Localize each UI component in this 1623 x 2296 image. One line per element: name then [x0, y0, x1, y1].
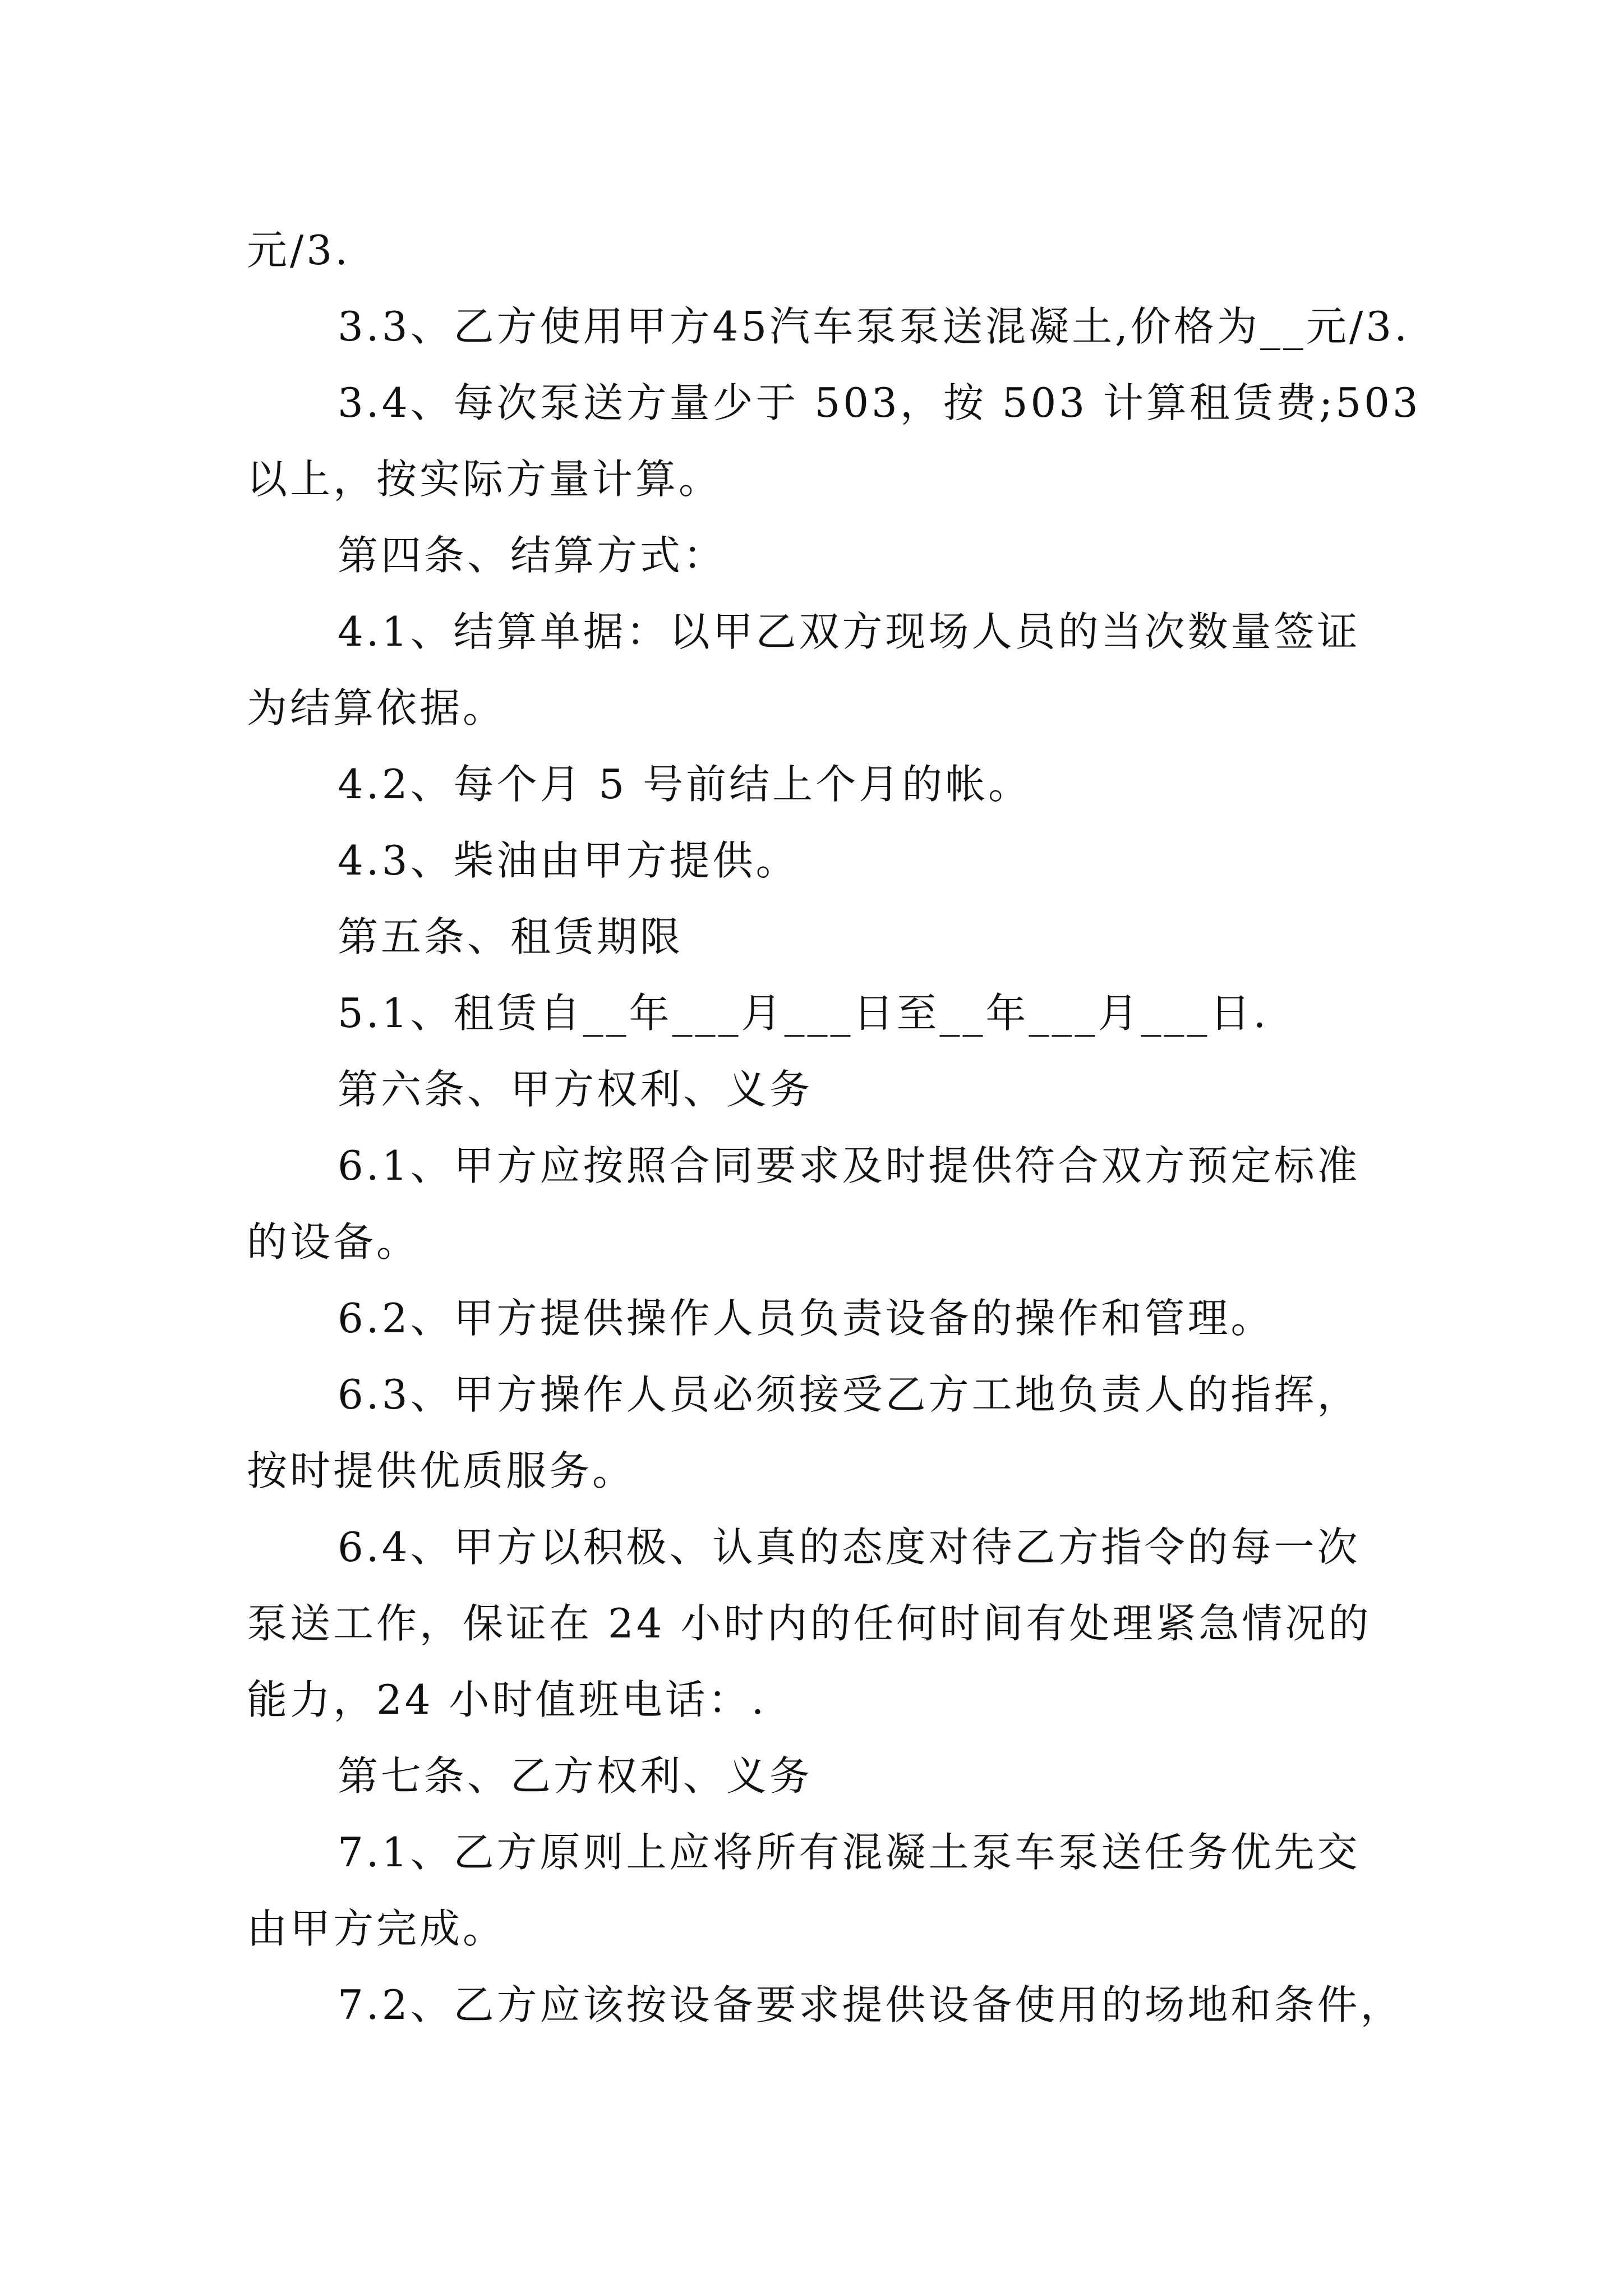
document-page: [247, 212, 1421, 2043]
clause-5-1: 5.1、租赁自__年___月___日至__年___月___日.: [338, 990, 1269, 1037]
clause-4-3: 4.3、柴油由甲方提供。: [338, 837, 799, 884]
text-line: 的设备。: [247, 1218, 420, 1266]
clause-7-1: 7.1、乙方原则上应将所有混凝土泵车泵送任务优先交: [338, 1829, 1361, 1876]
clause-3-3: 3.3、乙方使用甲方45汽车泵泵送混凝土,价格为__元/3.: [338, 303, 1410, 350]
article-6-heading: 第六条、甲方权利、义务: [338, 1066, 813, 1113]
clause-6-1: 6.1、甲方应按照合同要求及时提供符合双方预定标准: [338, 1142, 1361, 1189]
clause-7-2: 7.2、乙方应该按设备要求提供设备使用的场地和条件，: [338, 1981, 1404, 2028]
text-line: 能力，24 小时值班电话：.: [247, 1676, 767, 1723]
clause-4-1: 4.1、结算单据：以甲乙双方现场人员的当次数量签证: [338, 608, 1361, 655]
text-line: 元/3.: [247, 227, 351, 274]
clause-6-3: 6.3、甲方操作人员必须接受乙方工地负责人的指挥，: [338, 1371, 1361, 1418]
clause-3-4: 3.4、每次泵送方量少于 503，按 503 计算租赁费;503: [338, 379, 1421, 426]
clause-6-2: 6.2、甲方提供操作人员负责设备的操作和管理。: [338, 1295, 1274, 1342]
text-line: 为结算依据。: [247, 684, 506, 731]
text-line: 以上，按实际方量计算。: [247, 455, 722, 503]
text-line: 泵送工作，保证在 24 小时内的任何时间有处理紧急情况的: [247, 1600, 1372, 1647]
text-line: 按时提供优质服务。: [247, 1447, 636, 1494]
clause-4-2: 4.2、每个月 5 号前结上个月的帐。: [338, 761, 1032, 808]
article-4-heading: 第四条、结算方式：: [338, 532, 727, 579]
clause-6-4: 6.4、甲方以积极、认真的态度对待乙方指令的每一次: [338, 1524, 1361, 1571]
text-line: 由甲方完成。: [247, 1905, 506, 1952]
article-7-heading: 第七条、乙方权利、义务: [338, 1752, 813, 1800]
article-5-heading: 第五条、租赁期限: [338, 913, 684, 960]
